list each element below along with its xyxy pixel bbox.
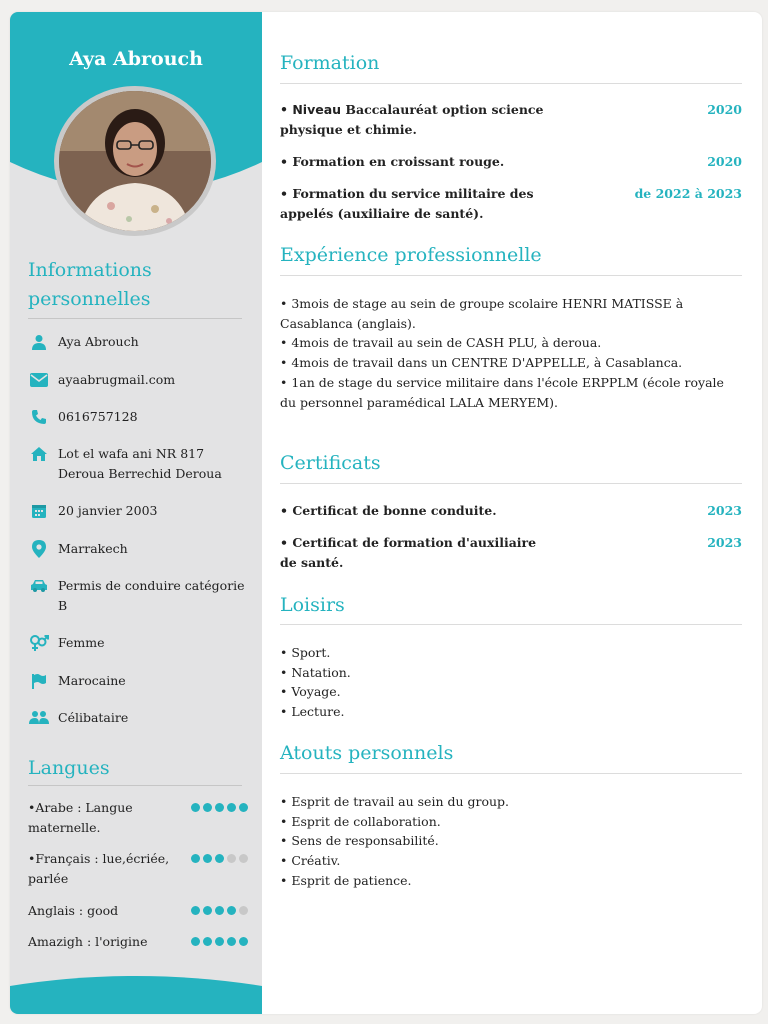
level-dot-filled	[227, 803, 236, 812]
info-email-text: ayaabrugmail.com	[58, 372, 176, 387]
language-level-dots	[191, 937, 248, 946]
experience-heading: Expérience professionnelle	[280, 244, 542, 266]
info-row-marital	[28, 708, 254, 728]
level-dot-filled	[203, 906, 212, 915]
calendar-icon	[28, 502, 50, 520]
languages-heading: Langues	[28, 757, 110, 779]
cv-page	[10, 12, 762, 1014]
level-dot-filled	[203, 803, 212, 812]
level-dot-filled	[227, 937, 236, 946]
home-icon	[28, 445, 50, 463]
info-phone-text: 0616757128	[58, 409, 138, 424]
profile-name: Aya Abrouch	[69, 48, 203, 70]
level-dot-empty	[239, 906, 248, 915]
level-dot-filled	[191, 803, 200, 812]
phone-icon	[28, 408, 50, 426]
loisirs-divider	[280, 624, 742, 625]
level-dot-filled	[191, 937, 200, 946]
info-row-name	[28, 332, 254, 352]
list-item: • Esprit de travail au sein du group.	[280, 794, 510, 809]
info-address-text: Lot el wafa ani NR 817 Deroua Berrechid Deroua	[58, 446, 222, 481]
formation-entry	[280, 152, 742, 172]
info-gender-text: Femme	[58, 635, 105, 650]
certificats-heading: Certificats	[280, 452, 381, 474]
list-item: • Créativ.	[280, 853, 341, 869]
formation-entry-year: 2020	[707, 154, 742, 169]
atouts-list	[280, 792, 742, 891]
list-item: • Esprit de collaboration.	[280, 813, 441, 829]
info-name-text: Aya Abrouch	[58, 334, 139, 349]
formation-entry-year: 2020	[707, 102, 742, 117]
formation-level-prefix: • Niveau	[280, 102, 342, 117]
level-dot-filled	[215, 803, 224, 812]
personal-info-heading	[28, 256, 152, 314]
language-label: Anglais : good	[28, 903, 119, 918]
level-dot-filled	[191, 854, 200, 863]
sidebar	[10, 12, 262, 1014]
languages-divider	[28, 785, 242, 786]
level-dot-filled	[215, 854, 224, 863]
profile-photo	[54, 86, 216, 236]
formation-heading: Formation	[280, 52, 380, 74]
info-row-gender	[28, 633, 254, 653]
info-row-nationality	[28, 671, 254, 691]
loisirs-heading: Loisirs	[280, 594, 345, 616]
formation-level-text: Baccalauréat option science physique et chimie.	[280, 102, 544, 137]
list-item: • Lecture.	[280, 704, 345, 720]
list-item: • 1an de stage du service militaire dans l'école ERPPLM (école royale du personnel paramédical LALA MERYEM).	[280, 374, 724, 410]
list-item: • 3mois de stage au sein de groupe scolaire HENRI MATISSE à Casablanca (anglais).	[280, 296, 684, 331]
info-row-address	[28, 444, 254, 484]
certificat-entry	[280, 533, 742, 573]
list-item: • Natation.	[280, 664, 351, 680]
level-dot-filled	[227, 906, 236, 915]
language-row-arabe	[28, 798, 248, 838]
info-row-birthdate	[28, 501, 254, 521]
language-row-anglais	[28, 901, 248, 921]
list-item: • 4mois de travail au sein de CASH PLU, à deroua.	[280, 335, 602, 351]
info-marital-text: Célibataire	[58, 710, 129, 725]
info-row-city	[28, 539, 254, 559]
info-row-email	[28, 370, 254, 390]
language-label: •Français : lue,écriée, parlée	[28, 851, 170, 886]
level-dot-filled	[191, 906, 200, 915]
language-level-dots	[191, 803, 248, 812]
language-row-francais	[28, 849, 248, 889]
level-dot-filled	[203, 937, 212, 946]
personal-info-heading-line1: Informations	[28, 259, 152, 281]
location-pin-icon	[28, 540, 50, 558]
info-row-phone	[28, 407, 254, 427]
formation-entry	[280, 184, 742, 224]
level-dot-filled	[239, 937, 248, 946]
formation-entry-text: • Formation du service militaire des appelés (auxiliaire de santé).	[280, 186, 534, 221]
list-item: • 4mois de travail dans un CENTRE D'APPELLE, à Casablanca.	[280, 355, 683, 371]
info-city-text: Marrakech	[58, 541, 128, 556]
car-icon	[28, 577, 50, 595]
personal-info-heading-line2: personnelles	[28, 288, 151, 310]
info-birthdate-text: 20 janvier 2003	[58, 503, 158, 518]
atouts-divider	[280, 773, 742, 774]
level-dot-filled	[215, 937, 224, 946]
level-dot-filled	[215, 906, 224, 915]
language-row-amazigh	[28, 932, 248, 952]
flag-icon	[28, 672, 50, 690]
certificat-entry-year: 2023	[707, 503, 742, 518]
gender-icon	[28, 634, 50, 652]
formation-entry-text: • Formation en croissant rouge.	[280, 154, 505, 169]
personal-info-divider	[28, 318, 242, 319]
loisirs-list	[280, 643, 742, 722]
envelope-icon	[28, 371, 50, 389]
info-row-license	[28, 576, 254, 616]
language-level-dots	[191, 906, 248, 915]
formation-entry-year: de 2022 à 2023	[634, 186, 742, 201]
language-label: Amazigh : l'origine	[28, 934, 148, 949]
atouts-heading: Atouts personnels	[280, 742, 454, 764]
language-level-dots	[191, 854, 248, 863]
formation-divider	[280, 83, 742, 84]
certificat-entry-text: • Certificat de bonne conduite.	[280, 503, 497, 518]
level-dot-filled	[239, 803, 248, 812]
experience-divider	[280, 275, 742, 276]
user-icon	[28, 333, 50, 351]
experience-list	[280, 294, 742, 412]
language-label: •Arabe : Langue maternelle.	[28, 800, 133, 835]
list-item: • Sport.	[280, 645, 331, 660]
certificat-entry	[280, 501, 742, 521]
certificats-divider	[280, 483, 742, 484]
main-content	[280, 12, 742, 1014]
list-item: • Sens de responsabilité.	[280, 833, 439, 849]
info-nationality-text: Marocaine	[58, 673, 126, 688]
list-item: • Voyage.	[280, 684, 341, 700]
level-dot-empty	[227, 854, 236, 863]
level-dot-filled	[203, 854, 212, 863]
formation-entry	[280, 100, 742, 140]
people-icon	[28, 709, 50, 727]
certificat-entry-year: 2023	[707, 535, 742, 550]
certificat-entry-text: • Certificat de formation d'auxiliaire de santé.	[280, 535, 537, 570]
sidebar-footer-wave	[10, 974, 262, 1014]
level-dot-empty	[239, 854, 248, 863]
list-item: • Esprit de patience.	[280, 872, 412, 888]
formation-entry-text	[280, 100, 610, 140]
info-license-text: Permis de conduire catégorie B	[58, 578, 245, 613]
